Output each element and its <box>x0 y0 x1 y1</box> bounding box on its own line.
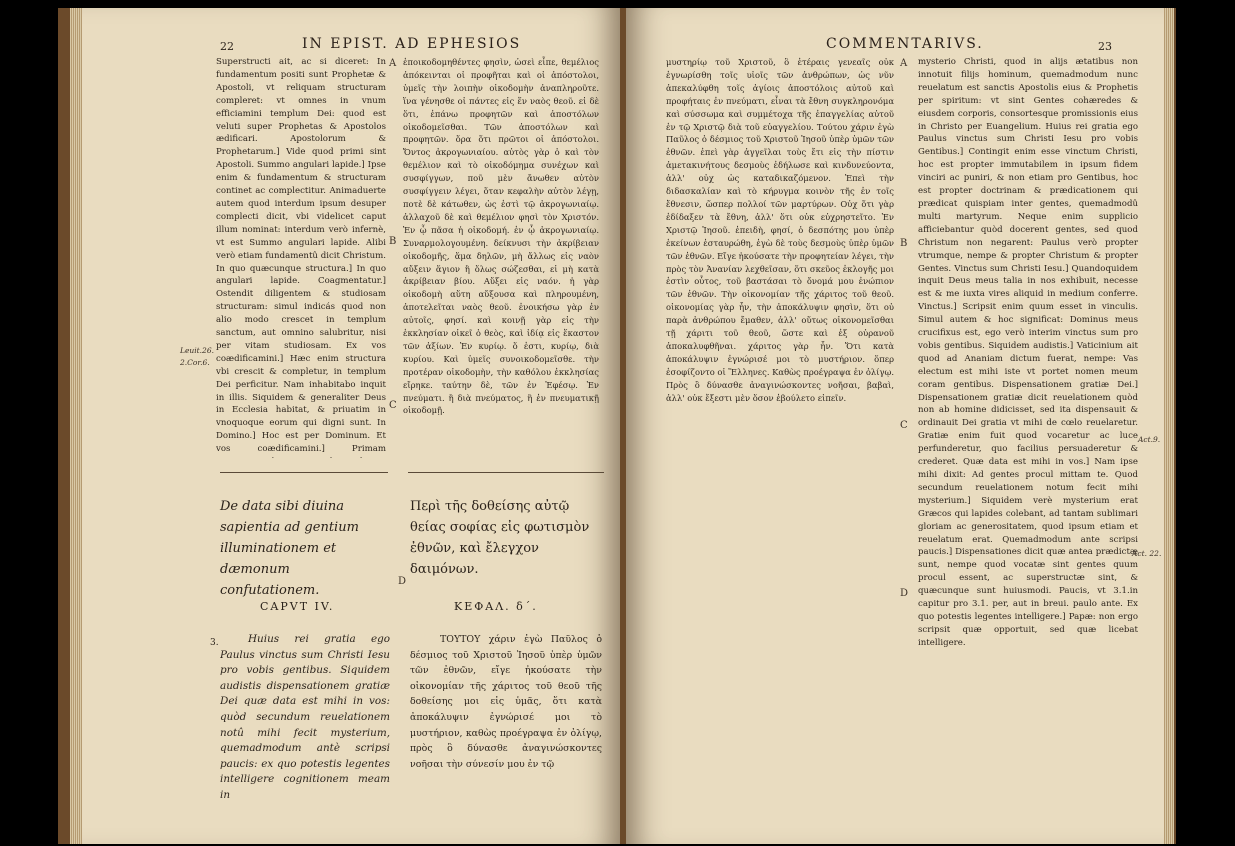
left-latin-commentary: Superstructi ait, ac si diceret: In fundamentum positi sunt Prophetæ & Apostoli, vt reliquam structuram compleret: vt omnes in vnum efficiamini templum Dei: quod est veluti super Prophetas & Apostolos ædificari. Apostolorum & Prophetarum.] Vide quod primi sint Apostoli. Summo angulari lapide.] Ipse enim & fundamentum & structuram continet ac complectitur. Animaduerte autem quod interdum ipsum desuper complecti dicit, vbi videlicet caput illum nominat: interdum verò infernè, vt est Summo angulari lapide. Alibi verò etiam fundamentû dicit Christum. In quo quæcunque structura.] In quo angulari lapide. Coagmentatur.] Ostendit diligentem & studiosam structuram: simul indicás quod non alio modo crescet in templum sanctum, aut omnino salubritur, nisi per vitam studiosam. Ex vos coædificamini.] Hæc enim structura vbi crescit & completur, in templum Dei perficitur. Nam inhabitabo inquit in illis. Siquidem & generaliter Deus in Ecclesia habitat, & priuatim in vnoquoque eorum qui digni sunt. In Domino.] Hoc est per Dominum. Et vos coædificamini.] Primam <box>216 57 386 455</box>
margin-letter-c: C <box>389 400 397 411</box>
chapter-summary-latin: De data sibi diuina sapientia ad gentium illuminationem et dæmonum confutationem. <box>220 499 359 598</box>
margin-ref-leviticus: Leuit.26. <box>180 346 214 355</box>
right-running-head: COMMENTARIVS. <box>826 36 984 52</box>
page-edges-left <box>70 8 82 844</box>
right-margin-letter-a: A <box>900 58 908 69</box>
right-margin-letter-c: C <box>900 420 908 431</box>
right-margin-letter-b: B <box>900 238 908 249</box>
right-greek-commentary: μυστηρίῳ τοῦ Χριστοῦ, ὃ ἑτέραις γενεαῖς οὐκ ἐγνωρίσθη τοῖς υἱοῖς τῶν ἀνθρώπων, ὡς νῦν ἀπεκαλύφθη τοῖς ἁγίοις ἀποστόλοις αὐτοῦ καὶ προφήταις ἐν πνεύματι, εἶναι τὰ ἔθνη συγκληρονόμα καὶ σύσσωμα καὶ συμμέτοχα τῆς ἐπαγγελίας αὐτοῦ ἐν τῷ Χριστῷ διὰ τοῦ εὐαγγελίου. Τούτου χάριν ἐγὼ Παῦλος ὁ δέσμιος τοῦ Χριστοῦ Ἰησοῦ ὑπὲρ ὑμῶν τῶν ἐθνῶν. ἐπεὶ γὰρ ἀγγεῖλαι τοὺς ἔτι εἰς τὴν πίστιν ἀμετακινήτους δεσμοὺς ἐδήλωσε καὶ κινδυνεύοντα, ἀλλ' οὐχ ὡς καταδικαζόμενον. Ἐπεὶ τὴν διδασκαλίαν καὶ τὸ κήρυγμα κοινὸν τῆς ἐν τοῖς ἔθνεσιν, ὥσπερ πολλοί τῶν μαρτύρων. Οὐχ ὅτι γὰρ ἐδίδαξεν τὰ ἔθνη, ἀλλ' ὅτι οὐκ εὐχρηστεῖτο. Ἐν Χριστῷ Ἰησοῦ. ἐπειδὴ, φησί, ὁ δεσπότης μου ὑπὲρ ἐκείνων ἐσταυρώθη, ἐγὼ δὲ τοὺς δεσμοὺς ὑπὲρ ὑμῶν τῶν ἐθνῶν. Εἴγε ἠκούσατε τὴν προφητείαν λέγει, τὴν πρὸς τὸν Ἀνανίαν λεχθεῖσαν, ὅτι σκεῦος ἐκλογῆς μοι ἐστὶν οὗτος, τοῦ βαστάσαι τὸ ὄνομά μου ἐνώπιον τῶν ἐθνῶν. Τὴν οἰκονομίαν τῆς χάριτος τοῦ θεοῦ. οἰκονομίας γὰρ ἦν, τὴν ἀποκάλυψιν φησὶν, ὅτι οὐ παρὰ ἀνθρώπου ἔμαθεν, ἀλλ' οὕτως οἰκονομεῖσθαι τῇ χάριτι τοῦ θεοῦ, ὥστε καὶ ἐξ οὐρανοῦ ἀποκαλυφθῆναι. χάριτος γὰρ ἦν. Ὅτι κατὰ ἀποκάλυψιν ἐγνώρισέ μοι τὸ μυστήριον. ὅπερ ἐσοφίζοντο οἱ Ἕλληνες. Καθὼς προέγραψα ἐν ὀλίγῳ. Πρὸς ὃ δύνασθε ἀναγινώσκοντες νοῆσαι, βαβαὶ, ἀλλ' οὐκ ἔξεστι μὲν ὅσον ἐβούλετο εἰπεῖν. <box>666 57 894 403</box>
margin-ref-acts-22: Act. 22. <box>1132 549 1162 558</box>
left-running-head: IN EPIST. AD EPHESIOS <box>302 36 522 52</box>
right-margin-letter-d: D <box>900 588 909 599</box>
chapter-summary-greek: Περὶ τῆς δοθείσης αὐτῷ θείας σοφίας εἰς φωτισμὸν ἐθνῶν, καὶ ἔλεγχον δαιμόνων. <box>410 499 590 577</box>
kephal-heading: ΚΕΦΑΛ. δ΄. <box>454 600 538 613</box>
left-greek-commentary: ἐποικοδομηθέντες φησὶν, ὡσεὶ εἶπε, θεμέλιος ἀπόκεινται οἱ προφῆται καὶ οἱ ἀπόστολοι, ὑμεῖς τὴν λοιπὴν οἰκοδομὴν ἀναπληροῦτε. ἵνα γένησθε οἱ πάντες εἰς ἕν ναὸς θεοῦ. εἰ δὲ ὅτι, ἐπάνω προφητῶν καὶ ἀποστόλων οἰκοδομεῖσθαι. Τῶν ἀποστόλων καὶ προφητῶν. ὅρα ὅτι πρῶτοι οἱ ἀπόστολοι. Ὄντος ἀκρογωνιαίου. αὐτὸς γὰρ ὁ καὶ τὸν θεμέλιον καὶ τὸ οἰκοδόμημα συνέχων καὶ συσφίγγων, ποῦ μὲν ἄνωθεν αὐτὸν συσφίγγειν λέγει, ὅταν κεφαλὴν αὐτὸν λέγῃ, ποτὲ δὲ κάτωθεν, ὡς ἐστὶ τῷ ἀκρογωνιαίῳ. ἀλλαχοῦ δὲ καὶ θεμέλιον φησὶ τὸν Χριστόν. Ἐν ᾧ πᾶσα ἡ οἰκοδομή. ἐν ᾧ ἀκρογωνιαίῳ. Συναρμολογουμένη. δείκνυσι τὴν ἀκρίβειαν οἰκοδομῆς, ἅμα δηλῶν, μὴ ἄλλως εἰς ναὸν αὔξειν ἅγιον ἢ ὅλως σώζεσθαι, εἰ μὴ κατὰ ἀκρίβειαν βίου. Αὔξει εἰς ναόν. ἡ γὰρ οἰκοδομὴ αὕτη αὔξουσα καὶ πληρουμένη, ἀποτελεῖται ναὸς θεοῦ. ἐνοικήσω γὰρ ἐν αὐτοῖς, φησί. καὶ κοινῇ γὰρ εἰς τὴν ἐκκλησίαν οἰκεῖ ὁ θεὸς, καὶ ἰδίᾳ εἰς ἕκαστον τῶν ἀξίων. Ἐν κυρίῳ. ὅ ἐστι, κυρίῳ, διὰ κυρίου. Καὶ ὑμεῖς συνοικοδομεῖσθε. τὴν προτέραν οἰκοδομὴν, τὴν καθόλου ἐκκλησίας εἴρηκε. ταύτην δὲ, τῶν ἐν Ἐφέσῳ. Ἐν πνεύματι. ἢ διὰ πνεύματος, ἢ ἐν πνευματικῇ οἰκοδομῇ. <box>403 57 599 416</box>
margin-ref-corinthians: 2.Cor.6. <box>180 358 210 367</box>
left-page-number: 22 <box>220 40 234 53</box>
left-page <box>70 8 620 844</box>
verse-number: 3. <box>210 638 219 648</box>
margin-letter-b: B <box>389 236 397 247</box>
page-edges-right <box>1164 8 1174 844</box>
separator-rule-latin <box>220 472 388 473</box>
caput-heading: CAPVT IV. <box>260 600 335 613</box>
right-latin-commentary: mysterio Christi, quod in alijs ætatibus non innotuit filijs hominum, quemadmodum nunc reuelatum est sanctis Apostolis eius & Prophetis per spiritum: vt sint Gentes cohæredes & eiusdem corporis, consortesque promissionis eius in Christo per Euangelium. Huius rei gratia ego Paulus vinctus sum Christi Iesu pro vobis Gentibus.] Contingit enim esse vinctum Christi, hoc est propter immutabilem in ipsum fidem vinciri ac puniri, & non etiam pro Gentibus, hoc est propter doctrinam & prædicationem qui prædicat quispiam inter gentes, quemadmodû multi martyrum. Neque enim supplicio afficiebantur quòd docerent gentes, sed quod Christum non negarent: Paulus verò propter vtrumque, nempe & propter Christum & propter Gentes. Vinctus sum Christi Iesu.] Quandoquidem inquit Deus meus talia in nos exhibuit, necesse est & me iuxta vires aliquid in medium conferre. Vinctus.] Scripsit enim quum esset in vinculis. Simul autem & hoc significat: Dominus meus crucifixus est, ego verò interim vinctus sum pro vobis gentibus. Siquidem audistis.] Vaticinium ait quod ad Ananiam dictum fuerat, nempe: Vas electum est mihi iste vt portet nomen meum coram gentibus. Dispensationem gratiæ Dei.] Dispensationem gratiæ dicit reuelationem quòd non ab homine didicisset, sed ita dispensauit & ordinauit Dei gratia vt mihi de cœlo reuelaretur. Gratiæ enim fuit quod vocaretur ac luce perfunderetur, quo facilius persuaderetur & crederet. Quæ data est mihi in vos.] Nam ipse mihi dixit: Ad gentes procul mittam te. Quod secundum reuelationem notum fecit mihi mysterium.] Siquidem verè mysterium erat Græcos qui lapides colebant, ad tantam sublimari gloriam ac generositatem, quod ipsum etiam et reuelatum erat. Quemadmodum ante scripsi paucis.] Dispensationes dicit quæ antea prædictæ sunt, nempe quod vocatæ sint gentes quum procul essent, ac superstructæ sint, & quæcunque sunt huiusmodi. Paucis, vt 3.1.in capitur pro 3.1. per, aut in breui. paulo ante. Ex quo potestis legentes intelligere.] Papæ: non ergo scripsit quæ opportuit, sed quæ licebat intelligere. <box>918 57 1138 648</box>
margin-letter-d: D <box>398 576 407 587</box>
open-book <box>58 8 1176 844</box>
margin-letter-a: A <box>389 58 397 69</box>
chapter-text-latin: Huius rei gratia ego Paulus vinctus sum Christi Iesu pro vobis gentibus. Siquidem audistis dispensationem gratiæ Dei quæ data est mihi in vos: quòd secundum reuelationem notû mihi fecit mysterium, quemadmodum antè scripsi paucis: ex quo potestis legentes intelligere cognitionem meam in <box>220 633 390 801</box>
margin-ref-acts-9: Act.9. <box>1138 435 1161 444</box>
separator-rule-greek <box>408 472 604 473</box>
right-page <box>626 8 1174 844</box>
right-page-number: 23 <box>1098 40 1112 53</box>
chapter-text-greek: ΤΟΥΤΟΥ χάριν ἐγὼ Παῦλος ὁ δέσμιος τοῦ Χριστοῦ Ἰησοῦ ὑπὲρ ὑμῶν τῶν ἐθνῶν, εἴγε ἠκούσατε τὴν οἰκονομίαν τῆς χάριτος τοῦ θεοῦ τῆς δοθείσης μοι εἰς ὑμᾶς, ὅτι κατὰ ἀποκάλυψιν ἐγνώρισέ μοι τὸ μυστήριον, καθὼς προέγραψα ἐν ὀλίγῳ, πρὸς ὃ δύνασθε ἀναγινώσκοντες νοῆσαι τὴν σύνεσίν μου ἐν τῷ <box>410 634 602 770</box>
